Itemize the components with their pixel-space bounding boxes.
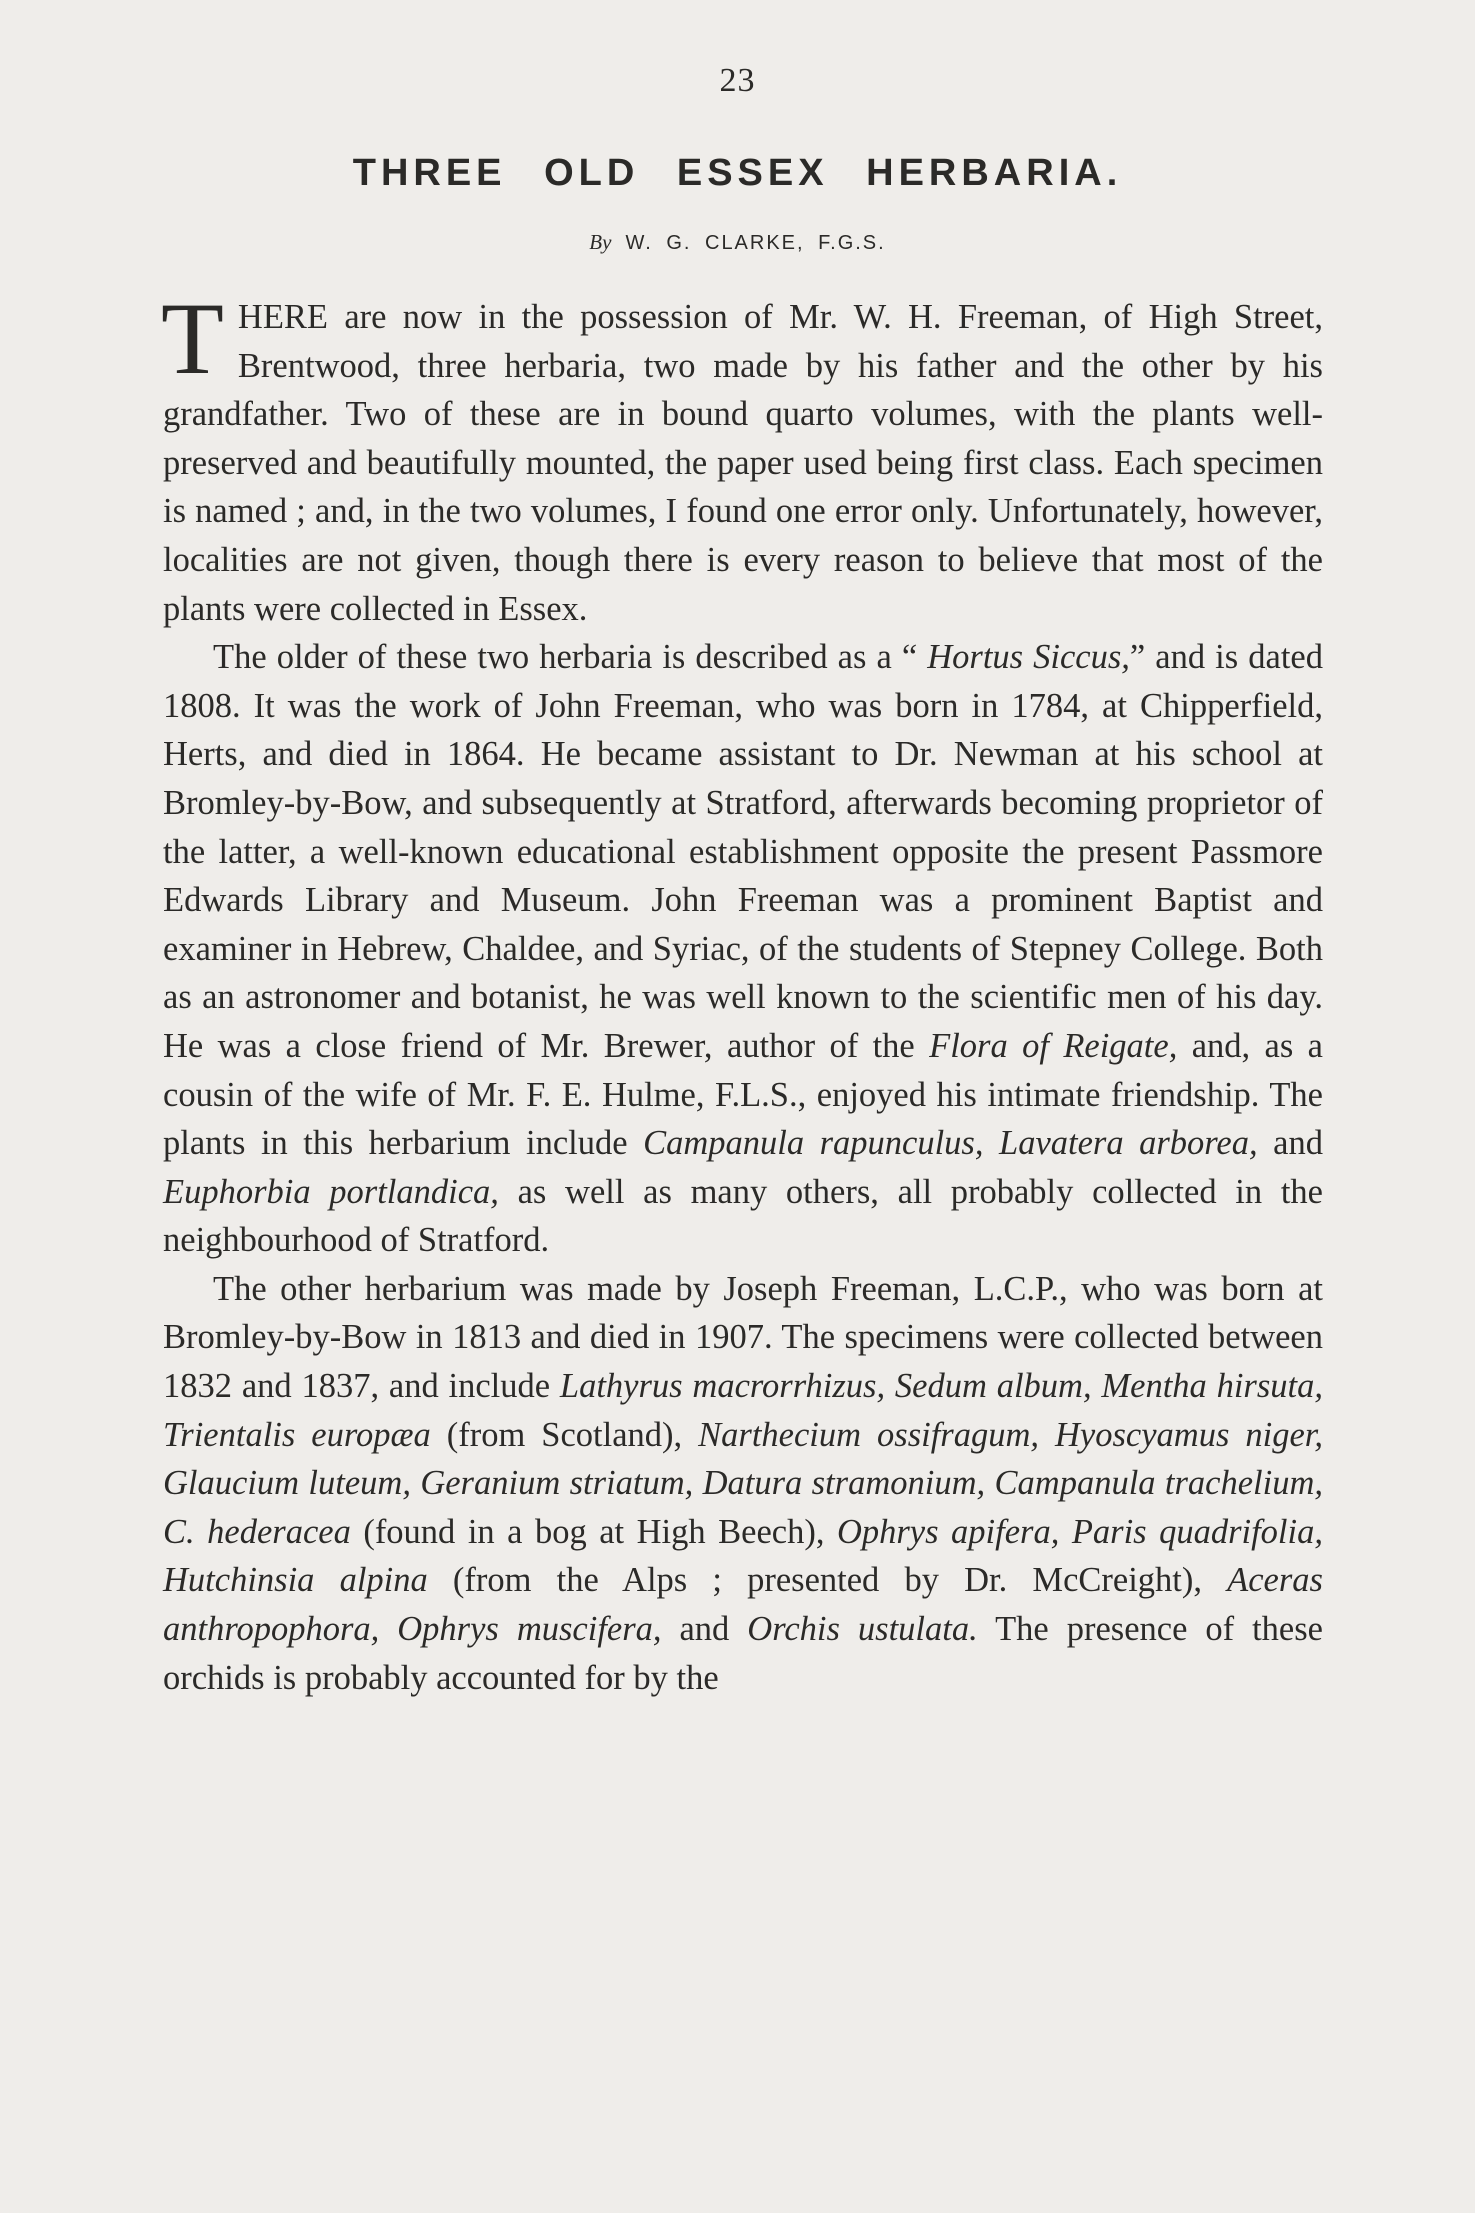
italic-text: Euphorbia portlandica, [163, 1172, 499, 1211]
text-segment: (found in a bog at High Beech), [350, 1512, 837, 1551]
text-segment: The presence of these orchids is probably accounted for by the [163, 1610, 1323, 1697]
italic-text: Hortus Siccus, [927, 638, 1130, 677]
text-segment: The older of these two herbaria is described as a “ [213, 638, 928, 677]
italic-text: Orchis ustulata. [747, 1610, 978, 1649]
text-segment: (from the Alps ; presented by Dr. McCreight), [427, 1561, 1228, 1600]
text-segment: The other herbarium was made by Joseph Freeman, L.C.P., who was born at Bromley-by-Bow in 1813 and died in 1907. The specimens were collected between 1832 and 1837, and include [163, 1269, 1323, 1406]
italic-text: Lathyrus macrorrhizus, Sedum album, Mentha hirsuta, Trientalis europæa [163, 1367, 1323, 1454]
text-segment: ” and is dated 1808. It was the work of John Freeman, who was born in 1784, at Chipperfield, Herts, and died in 1864. He became assistant to Dr. Newman at his school at Bromley-by-Bow, and subsequently at Stratford, afterwards becoming proprietor of the latter, a well-known educational establishment opposite the present Passmore Edwards Library and Museum. John Freeman was a prominent Baptist and examiner in Hebrew, Chaldee, and Syriac, of the students of Stepney College. Both as an astronomer and botanist, he was well known to the scientific men of his day. He was a close friend of Mr. Brewer, author of the [163, 638, 1323, 1065]
text-segment: HERE are now in the possession of Mr. W. H. Freeman, of High Street, Brentwood, three herbaria, two made by his father and the other by his grandfather. Two of these are in bound quarto volumes, with the plants well-preserved and beautifully mounted, the paper used being first class. Each specimen is named ; and, in the two volumes, I found one error only. Unfortunately, however, localities are not given, though there is every reason to believe that most of the plants were collected in Essex. [163, 298, 1323, 628]
text-segment: and [661, 1610, 748, 1649]
paragraph [161, 282, 1323, 633]
italic-text: Narthecium ossifragum, Hyoscyamus niger, Glaucium luteum, Geranium striatum, Datura stramonium, Campanula trachelium, C. hederacea [163, 1415, 1323, 1551]
italic-text: Ophrys apifera, Paris quadrifolia, Hutchinsia alpina [163, 1512, 1323, 1600]
paragraph [163, 1265, 1323, 1702]
article-body [161, 282, 1323, 1702]
byline [0, 230, 1475, 255]
italic-text: Aceras anthropophora, Ophrys muscifera, [163, 1561, 1323, 1649]
text-segment: and, as a cousin of the wife of Mr. F. E. Hulme, F.L.S., enjoyed his intimate friendship. The plants in this herbarium include [163, 1026, 1323, 1163]
byline-by: By [589, 230, 612, 254]
italic-text: Flora of Reigate, [929, 1026, 1178, 1065]
text-segment: (from Scotland), [430, 1415, 699, 1454]
drop-cap: T [161, 282, 224, 396]
italic-text: Campanula rapunculus, Lavatera arborea, [643, 1124, 1258, 1163]
text-segment: as well as many others, all probably collected in the neighbourhood of Stratford. [163, 1172, 1323, 1260]
article-title: THREE OLD ESSEX HERBARIA. [352, 152, 1123, 194]
byline-author: W. G. CLARKE, F.G.S. [625, 232, 886, 254]
page-number: 23 [719, 62, 756, 99]
text-segment: and [1257, 1124, 1323, 1163]
paragraph [163, 633, 1323, 1265]
